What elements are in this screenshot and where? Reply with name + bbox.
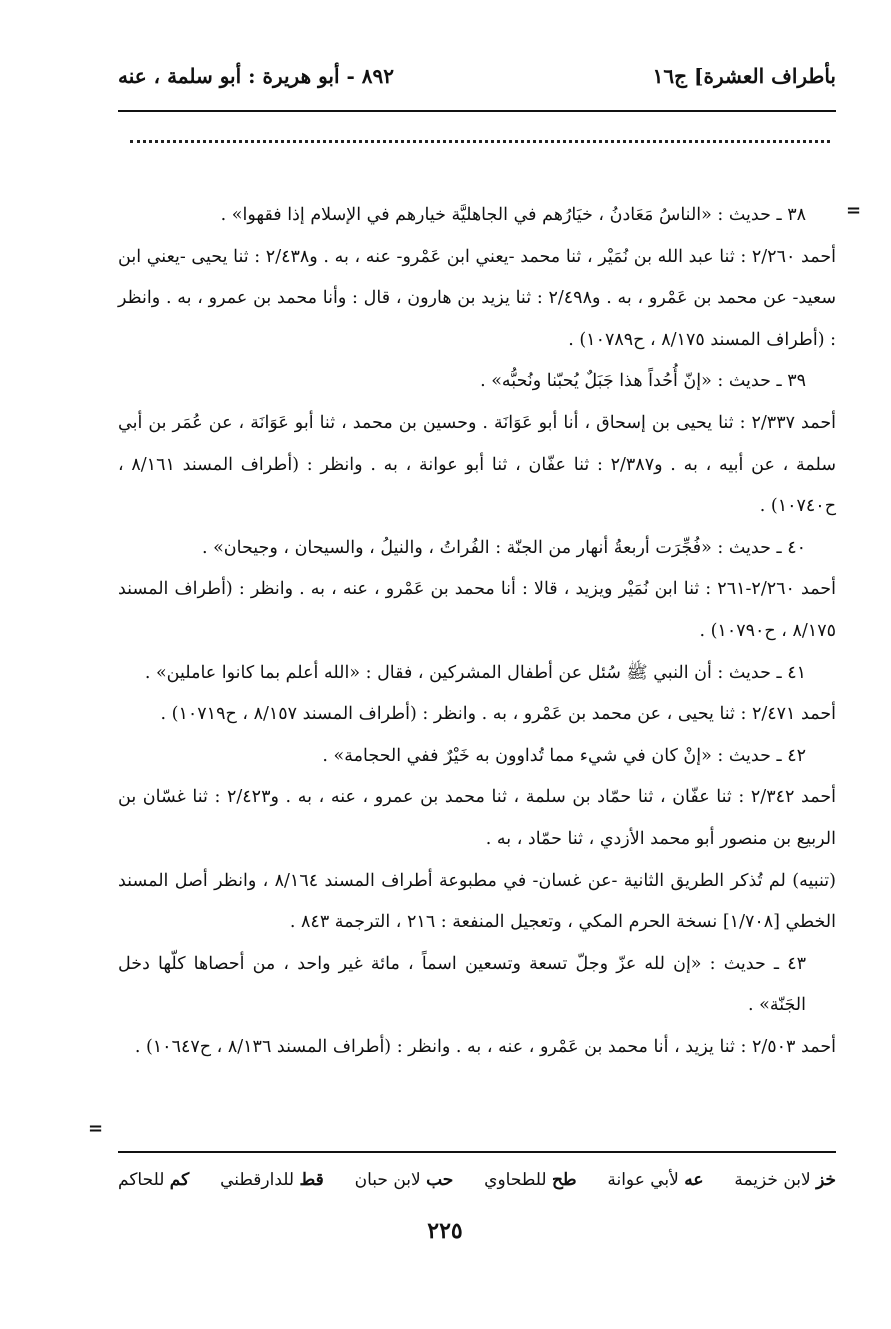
header-rule [118,110,836,112]
hadith-41-text: ٤١ ـ حديث : أن النبي ﷺ سُئل عن أطفال المشركين ، فقال : «الله أعلم بما كانوا عاملين» . [144,662,806,683]
page-body [118,195,836,1068]
hadith-38-text: ٣٨ ـ حديث : «الناسُ مَعَادنُ ، خيَارُهم في الجاهليَّة خيارهم في الإسلام إذا فقهوا» . [220,205,806,225]
dotted-separator [130,140,830,159]
abbreviation-code: عه [684,1170,704,1190]
hadith-43-text: ٤٣ ـ حديث : «إن لله عزّ وجلّ تسعة وتسعين اسماً ، مائة غير واحد ، من أحصاها كلّها دخل الجَنّة» . [118,953,806,1016]
hadith-42-text: ٤٢ ـ حديث : «إنْ كان في شيء مما تُداوون به خَيْرٌ ففي الحجامة» . [322,745,806,766]
abbreviation-code: قط [299,1170,324,1190]
hadith-41-chain: أحمد ٢/٤٧١ : ثنا يحيى ، عن محمد بن عَمْرو ، به . وانظر : (أطراف المسند ٨/١٥٧ ، ح١٠٧١٩) . [160,704,836,725]
abbreviation-key [118,1162,836,1198]
hadith-42-note: (تنبيه) لم تُذكر الطريق الثانية -عن غسان- في مطبوعة أطراف المسند ٨/١٦٤ ، وانظر أصل المسند الخطي [١/٧٠٨] نسخة الحرم المكي ، وتعجيل المنفعة : ٢١٦ ، الترجمة ٨٤٣ . [118,870,836,933]
abbreviation-name: لابن خزيمة [734,1170,811,1190]
page-number: ٢٢٥ [427,1218,463,1244]
abbreviation-name: للدارقطني [220,1170,295,1190]
hadith-43-chain: أحمد ٢/٥٠٣ : ثنا يزيد ، أنا محمد بن عَمْرو ، عنه ، به . وانظر : (أطراف المسند ٨/١٣٦ ، ح١٠٦٤٧) . [134,1036,836,1057]
running-header [118,56,836,96]
margin-marker-top: = [846,200,862,221]
abbreviation-code: خز [816,1170,836,1190]
hadith-40-chain: أحمد ٢/٢٦٠-٢٦١ : ثنا ابن نُمَيْر ويزيد ، قالا : أنا محمد بن عَمْرو ، عنه ، به . وانظر : (أطراف المسند ٨/١٧٥ ، ح١٠٧٩٠) . [118,579,836,641]
abbreviation-name: لأبي عوانة [607,1170,679,1190]
abbreviation-code: طح [551,1170,577,1190]
hadith-40-text: ٤٠ ـ حديث : «فُجِّرَت أربعةُ أنهار من الجنّة : الفُراتُ ، والنيلُ ، والسيحان ، وجيحان» . [201,537,806,558]
hadith-42-chain: أحمد ٢/٣٤٢ : ثنا عفّان ، ثنا حمّاد بن سلمة ، ثنا محمد بن عمرو ، عنه ، به . و٢/٤٢٣ : ثنا غسّان بن الربيع بن منصور أبو محمد الأزدي ، ثنا حمّاد ، به . [118,787,836,849]
abbreviation-item [355,1170,454,1190]
abbreviation-item [607,1170,703,1190]
header-book-title: بأطراف العشرة] ج١٦ [652,64,836,88]
header-section-title: ٨٩٢ - أبو هريرة : أبو سلمة ، عنه [118,64,395,88]
hadith-38-chain: أحمد ٢/٢٦٠ : ثنا عبد الله بن نُمَيْر ، ثنا محمد -يعني ابن عَمْرو- عنه ، به . و٢/٤٣٨ : ثنا يحيى -يعني ابن سعيد- عن محمد بن عَمْرو ، به . و٢/٤٩٨ : ثنا يزيد بن هارون ، قال : وأنا محمد بن عمرو ، به . وانظر : (أطراف المسند ٨/١٧٥ ، ح١٠٧٨٩) . [118,246,837,350]
abbreviation-item [734,1170,836,1190]
abbreviation-name: للحاكم [118,1170,165,1190]
abbreviation-item [484,1170,576,1190]
hadith-39-chain: أحمد ٢/٣٣٧ : ثنا يحيى بن إسحاق ، أنا أبو عَوَانَة . وحسين بن محمد ، ثنا أبو عَوَانَة ، عن عُمَر بن أبي سلمة ، عن أبيه ، به . و٢/٣٨٧ : ثنا عفّان ، ثنا أبو عوانة ، به . وانظر : (أطراف المسند ٨/١٦١ ، ح١٠٧٤٠) . [118,412,837,517]
abbreviation-name: لابن حبان [354,1170,421,1190]
hadith-39-text: ٣٩ ـ حديث : «إنّ أُحُداً هذا جَبَلٌ يُحبّنا ونُحبُّه» . [480,371,806,392]
abbreviation-item [118,1170,189,1190]
abbreviation-code: حب [426,1170,454,1190]
abbreviation-code: كم [169,1170,190,1190]
footer-rule [118,1151,836,1153]
abbreviation-name: للطحاوي [484,1170,547,1190]
abbreviation-item [220,1170,324,1190]
margin-marker-bottom: = [88,1118,104,1139]
